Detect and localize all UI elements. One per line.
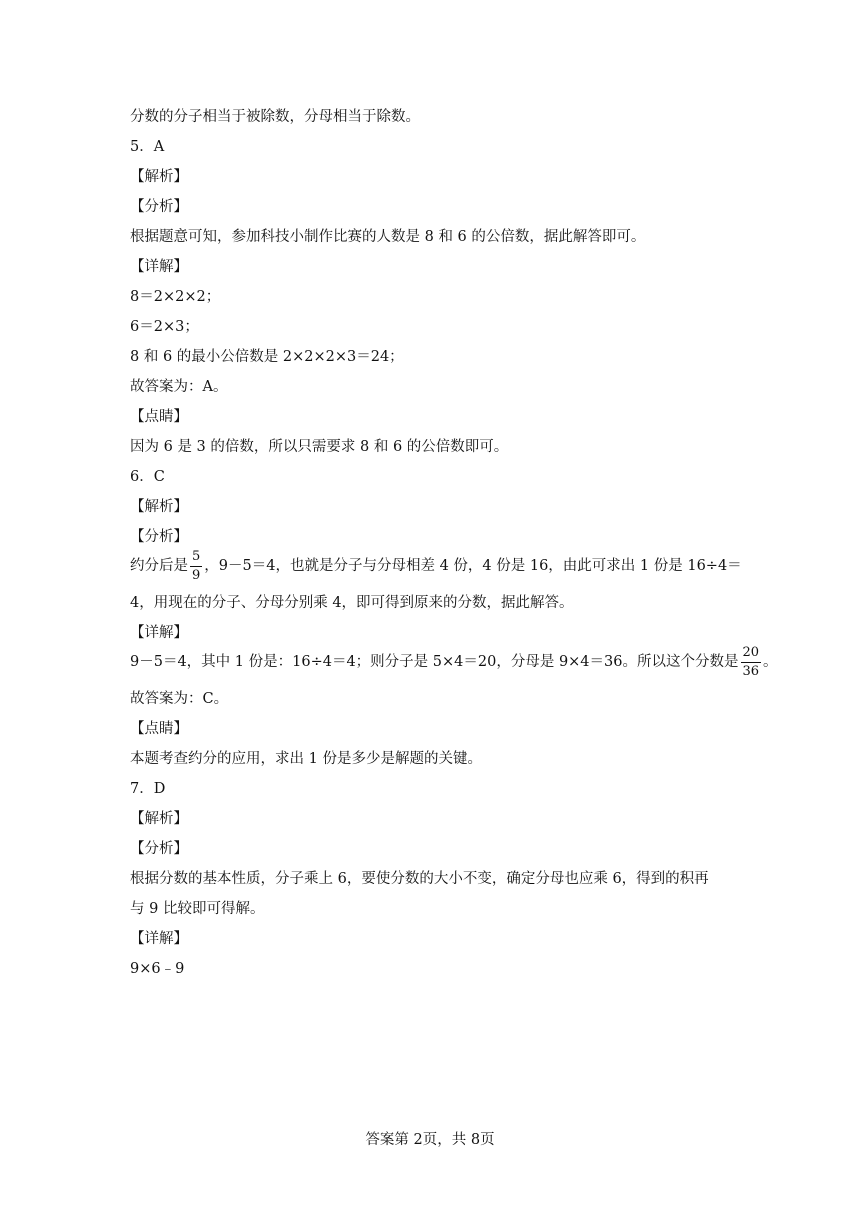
section-heading: 【解析】 [130, 499, 188, 515]
fraction-denominator: 9 [192, 567, 201, 583]
answer-number: 7．D [130, 781, 166, 797]
fraction [190, 550, 202, 583]
text-segment: 9－5＝4，其中 1 份是：16÷4＝4；则分子是 5×4＝20，分母是 9×4＝36。所以这个分数是 [130, 654, 739, 670]
text-line: 9×6﹣9 [130, 961, 185, 977]
answer-number: 6．C [130, 469, 165, 485]
text-line: 故答案为：A。 [130, 379, 228, 395]
fraction-numerator: 5 [192, 548, 201, 564]
section-heading: 【解析】 [130, 811, 188, 827]
text-line: 故答案为：C。 [130, 691, 229, 707]
section-heading: 【详解】 [130, 259, 188, 275]
text-line: 8 和 6 的最小公倍数是 2×2×2×3＝24； [130, 349, 404, 365]
section-heading: 【详解】 [130, 931, 188, 947]
text-segment: ，9－5＝4，也就是分子与分母相差 4 份，4 份是 16，由此可求出 1 份是 16÷4＝ [204, 558, 742, 574]
text-segment: 。 [763, 654, 778, 670]
answer-number: 5．A [130, 139, 165, 155]
section-heading: 【点睛】 [130, 409, 188, 425]
text-line: 6＝2×3； [130, 319, 199, 335]
fraction-bar [741, 662, 762, 663]
fraction-numerator: 20 [742, 644, 760, 660]
section-heading: 【分析】 [130, 529, 188, 545]
section-heading: 【详解】 [130, 625, 188, 641]
section-heading: 【分析】 [130, 199, 188, 215]
fraction-denominator: 36 [742, 663, 760, 679]
text-line: 根据分数的基本性质，分子乘上 6，要使分数的大小不变，确定分母也应乘 6，得到的积再 [130, 871, 709, 887]
text-line: 4，用现在的分子、分母分别乘 4，即可得到原来的分数，据此解答。 [130, 595, 574, 611]
text-line: 本题考查约分的应用，求出 1 份是多少是解题的关键。 [130, 751, 482, 767]
section-heading: 【分析】 [130, 841, 188, 857]
section-heading: 【点睛】 [130, 721, 188, 737]
fraction-line [130, 548, 742, 584]
text-line: 根据题意可知，参加科技小制作比赛的人数是 8 和 6 的公倍数，据此解答即可。 [130, 229, 646, 245]
text-line: 因为 6 是 3 的倍数，所以只需要求 8 和 6 的公倍数即可。 [130, 439, 509, 455]
fraction-bar [190, 566, 202, 567]
fraction [741, 646, 762, 679]
text-segment: 约分后是 [130, 558, 188, 574]
answer-content [130, 108, 778, 990]
text-line: 分数的分子相当于被除数，分母相当于除数。 [130, 109, 420, 125]
page-footer: 答案第 2页，共 8页 [365, 1132, 495, 1148]
section-heading: 【解析】 [130, 169, 188, 185]
text-line: 8＝2×2×2； [130, 289, 221, 305]
text-line: 与 9 比较即可得解。 [130, 901, 265, 917]
fraction-line [130, 644, 778, 680]
